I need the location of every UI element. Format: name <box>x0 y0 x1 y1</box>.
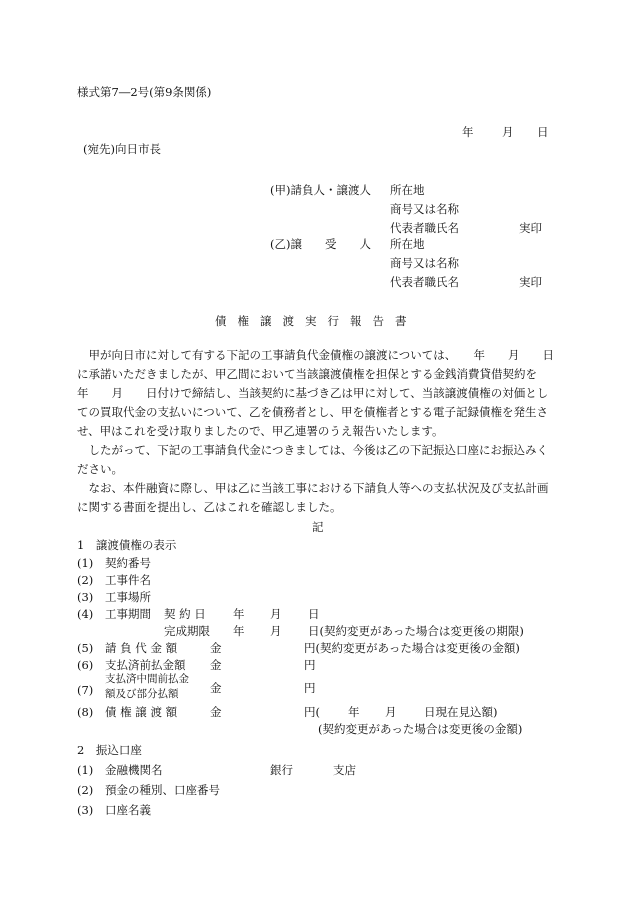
paragraph-1: 甲が向日市に対して有する下記の工事請負代金債権の譲渡については、 年 月 日に承諾いただきましたが、甲乙間において当該譲渡債権を担保とする金銭消費貸借契約を 年 月 日付けで締結し、当該契約に基づき乙は甲に対して、当該譲渡債権の対価としての買取代金の支払いについて、乙を債務者とし、甲を債権者とする電子記録債権を発生させ、甲はこれを受け取りましたので、甲乙連署のうえ報告いたします。 <box>77 348 560 438</box>
paragraph-2: したがって、下記の工事請負代金につきましては、今後は乙の下記振込口座にお振込みください。 <box>77 443 549 476</box>
seal-b: 実印 <box>519 275 542 289</box>
addressee: (宛先)向日市長 <box>83 142 161 156</box>
form-number: 様式第7―2号(第9条関係) <box>77 85 212 99</box>
ki-heading: 記 <box>312 520 324 534</box>
document-title: 債権譲渡実行報告書 <box>215 314 418 328</box>
paragraph-3: なお、本件融資に際し、甲は乙に当該工事における下請負人等への支払状況及び支払計画に関する書面を提出し、乙はこれを確認しました。 <box>77 481 549 514</box>
seal-a: 実印 <box>519 221 542 235</box>
body-text <box>77 346 559 517</box>
